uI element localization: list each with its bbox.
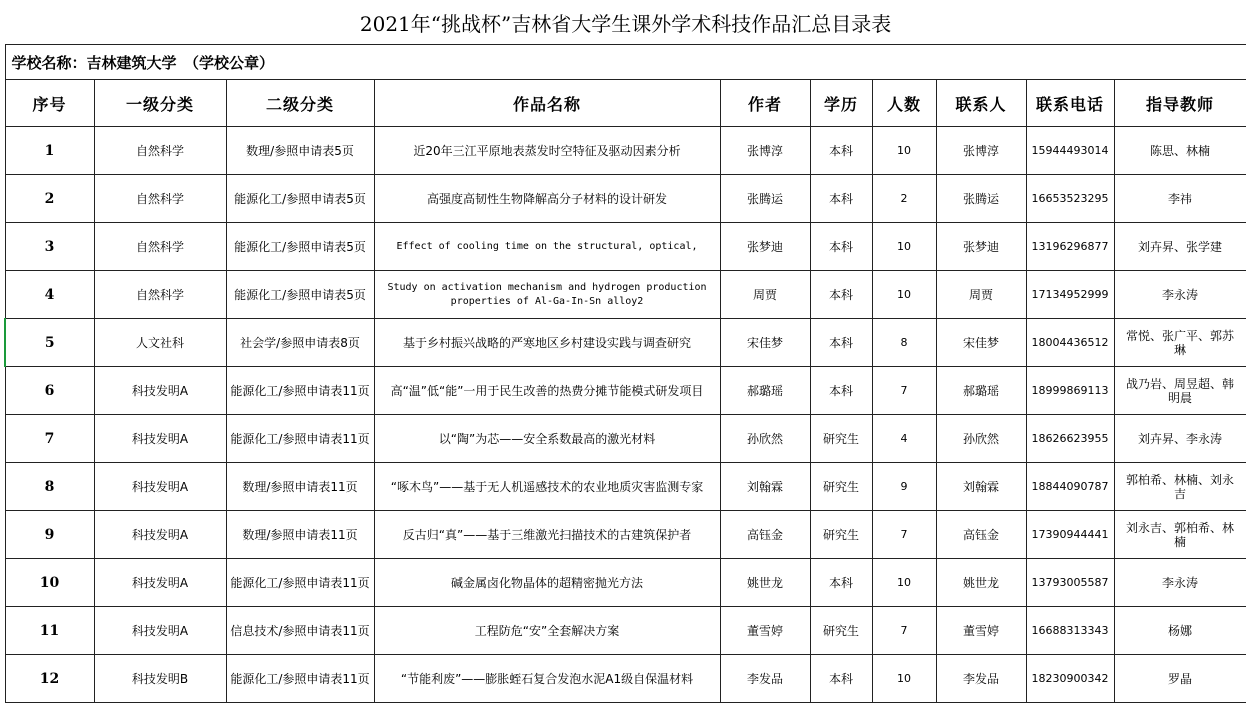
cell-count[interactable]: 9 (872, 463, 936, 511)
header-cat1[interactable]: 一级分类 (94, 80, 226, 127)
table-row (5, 319, 1246, 367)
cell-cat2[interactable]: 信息技术/参照申请表11页 (226, 607, 374, 655)
cell-count[interactable]: 10 (872, 655, 936, 703)
cell-teacher[interactable]: 陈思、林楠 (1114, 127, 1246, 175)
cell-cat2[interactable]: 数理/参照申请表11页 (226, 511, 374, 559)
cell-edu[interactable]: 本科 (810, 319, 872, 367)
cell-cat2[interactable]: 能源化工/参照申请表5页 (226, 175, 374, 223)
cell-cat1[interactable]: 科技发明A (94, 559, 226, 607)
sheet-title[interactable]: 2021年“挑战杯”吉林省大学生课外学术科技作品汇总目录表 (5, 0, 1246, 45)
cell-cat2[interactable]: 能源化工/参照申请表11页 (226, 415, 374, 463)
cell-name[interactable]: 碱金属卤化物晶体的超精密抛光方法 (374, 559, 720, 607)
cell-cat1[interactable]: 科技发明A (94, 463, 226, 511)
cell-name[interactable]: 近20年三江平原地表蒸发时空特征及驱动因素分析 (374, 127, 720, 175)
cell-count[interactable]: 4 (872, 415, 936, 463)
cell-cat1[interactable]: 科技发明B (94, 655, 226, 703)
cell-phone[interactable]: 13793005587 (1026, 559, 1114, 607)
cell-contact[interactable]: 张博淳 (936, 127, 1026, 175)
cell-cat2[interactable]: 能源化工/参照申请表5页 (226, 271, 374, 319)
cell-no[interactable]: 11 (5, 607, 94, 655)
header-edu[interactable]: 学历 (810, 80, 872, 127)
cell-teacher[interactable]: 李永涛 (1114, 559, 1246, 607)
cell-contact[interactable]: 周贾 (936, 271, 1026, 319)
cell-count[interactable]: 7 (872, 607, 936, 655)
cell-cat2[interactable]: 能源化工/参照申请表5页 (226, 223, 374, 271)
cell-cat1[interactable]: 科技发明A (94, 607, 226, 655)
cell-edu[interactable]: 本科 (810, 271, 872, 319)
cell-name[interactable]: “节能利废”——膨胀蛭石复合发泡水泥A1级自保温材料 (374, 655, 720, 703)
table-row (5, 271, 1246, 319)
cell-cat2[interactable]: 数理/参照申请表11页 (226, 463, 374, 511)
cell-author[interactable]: 张腾运 (720, 175, 810, 223)
cell-cat1[interactable]: 自然科学 (94, 175, 226, 223)
cell-teacher[interactable]: 李永涛 (1114, 271, 1246, 319)
cell-author[interactable]: 高钰金 (720, 511, 810, 559)
cell-contact[interactable]: 宋佳梦 (936, 319, 1026, 367)
cell-cat1[interactable]: 自然科学 (94, 223, 226, 271)
cell-no[interactable]: 10 (5, 559, 94, 607)
cell-author[interactable]: 孙欣然 (720, 415, 810, 463)
cell-contact[interactable]: 郝璐瑶 (936, 367, 1026, 415)
cell-edu[interactable]: 本科 (810, 367, 872, 415)
cell-edu[interactable]: 本科 (810, 655, 872, 703)
cell-contact[interactable]: 刘翰霖 (936, 463, 1026, 511)
cell-name[interactable]: 以“陶”为芯——安全系数最高的激光材料 (374, 415, 720, 463)
cell-no[interactable]: 4 (5, 271, 94, 319)
cell-phone[interactable]: 16688313343 (1026, 607, 1114, 655)
cell-name[interactable]: 反古归“真”——基于三维激光扫描技术的古建筑保护者 (374, 511, 720, 559)
cell-teacher[interactable]: 杨娜 (1114, 607, 1246, 655)
table-row (5, 367, 1246, 415)
table-row (5, 511, 1246, 559)
header-phone[interactable]: 联系电话 (1026, 80, 1114, 127)
cell-teacher[interactable]: 刘永吉、郭柏希、林楠 (1114, 511, 1246, 559)
cell-no[interactable]: 8 (5, 463, 94, 511)
cell-contact[interactable]: 孙欣然 (936, 415, 1026, 463)
cell-no[interactable]: 12 (5, 655, 94, 703)
cell-no[interactable]: 3 (5, 223, 94, 271)
table-row (5, 223, 1246, 271)
cell-teacher[interactable]: 罗晶 (1114, 655, 1246, 703)
cell-contact[interactable]: 姚世龙 (936, 559, 1026, 607)
cell-no[interactable]: 9 (5, 511, 94, 559)
cell-count[interactable]: 10 (872, 223, 936, 271)
cell-teacher[interactable]: 战乃岩、周昱超、韩明晨 (1114, 367, 1246, 415)
cell-contact[interactable]: 高钰金 (936, 511, 1026, 559)
cell-no[interactable]: 5 (5, 319, 94, 367)
cell-count[interactable]: 8 (872, 319, 936, 367)
cell-name[interactable]: “啄木鸟”——基于无人机遥感技术的农业地质灾害监测专家 (374, 463, 720, 511)
cell-count[interactable]: 2 (872, 175, 936, 223)
header-name[interactable]: 作品名称 (374, 80, 720, 127)
header-count[interactable]: 人数 (872, 80, 936, 127)
cell-teacher[interactable]: 刘卉昇、李永涛 (1114, 415, 1246, 463)
cell-cat1[interactable]: 科技发明A (94, 415, 226, 463)
cell-cat2[interactable]: 能源化工/参照申请表11页 (226, 367, 374, 415)
cell-edu[interactable]: 本科 (810, 175, 872, 223)
cell-phone[interactable]: 15944493014 (1026, 127, 1114, 175)
cell-no[interactable]: 1 (5, 127, 94, 175)
cell-cat2[interactable]: 社会学/参照申请表8页 (226, 319, 374, 367)
cell-edu[interactable]: 本科 (810, 223, 872, 271)
header-author[interactable]: 作者 (720, 80, 810, 127)
cell-contact[interactable]: 张梦迪 (936, 223, 1026, 271)
header-contact[interactable]: 联系人 (936, 80, 1026, 127)
cell-cat1[interactable]: 科技发明A (94, 511, 226, 559)
summary-table (4, 0, 1246, 703)
cell-no[interactable]: 2 (5, 175, 94, 223)
cell-name[interactable]: Study on activation mechanism and hydrogen production properties of Al-Ga-In-Sn alloy2 (374, 271, 720, 319)
cell-author[interactable]: 郝璐瑶 (720, 367, 810, 415)
cell-edu[interactable]: 研究生 (810, 607, 872, 655)
cell-author[interactable]: 张梦迪 (720, 223, 810, 271)
cell-name[interactable]: Effect of cooling time on the structural, optical, (374, 223, 720, 271)
cell-no[interactable]: 7 (5, 415, 94, 463)
table-row (5, 127, 1246, 175)
cell-edu[interactable]: 本科 (810, 127, 872, 175)
cell-cat1[interactable]: 人文社科 (94, 319, 226, 367)
table-row (5, 655, 1246, 703)
cell-phone[interactable]: 18004436512 (1026, 319, 1114, 367)
cell-author[interactable]: 刘翰霖 (720, 463, 810, 511)
cell-author[interactable]: 宋佳梦 (720, 319, 810, 367)
table-row (5, 463, 1246, 511)
table-row (5, 607, 1246, 655)
cell-author[interactable]: 董雪婷 (720, 607, 810, 655)
cell-edu[interactable]: 研究生 (810, 463, 872, 511)
cell-phone[interactable]: 18230900342 (1026, 655, 1114, 703)
cell-teacher[interactable]: 常悦、张广平、郭苏琳 (1114, 319, 1246, 367)
cell-cat2[interactable]: 数理/参照申请表5页 (226, 127, 374, 175)
header-teacher[interactable]: 指导教师 (1114, 80, 1246, 127)
header-row (5, 80, 1246, 127)
cell-edu[interactable]: 研究生 (810, 511, 872, 559)
cell-contact[interactable]: 李发品 (936, 655, 1026, 703)
cell-phone[interactable]: 18844090787 (1026, 463, 1114, 511)
cell-cat2[interactable]: 能源化工/参照申请表11页 (226, 655, 374, 703)
cell-author[interactable]: 张博淳 (720, 127, 810, 175)
cell-count[interactable]: 10 (872, 559, 936, 607)
cell-cat2[interactable]: 能源化工/参照申请表11页 (226, 559, 374, 607)
cell-name[interactable]: 高“温”低“能”一用于民生改善的热费分摊节能模式研发项目 (374, 367, 720, 415)
cell-no[interactable]: 6 (5, 367, 94, 415)
cell-count[interactable]: 7 (872, 511, 936, 559)
cell-contact[interactable]: 张腾运 (936, 175, 1026, 223)
header-cat2[interactable]: 二级分类 (226, 80, 374, 127)
cell-edu[interactable]: 研究生 (810, 415, 872, 463)
table-row (5, 175, 1246, 223)
cell-name[interactable]: 工程防危“安”全套解决方案 (374, 607, 720, 655)
cell-count[interactable]: 10 (872, 127, 936, 175)
cell-phone[interactable]: 18999869113 (1026, 367, 1114, 415)
cell-cat1[interactable]: 自然科学 (94, 127, 226, 175)
cell-name[interactable]: 高强度高韧性生物降解高分子材料的设计研发 (374, 175, 720, 223)
cell-author[interactable]: 姚世龙 (720, 559, 810, 607)
header-no[interactable]: 序号 (5, 80, 94, 127)
cell-phone[interactable]: 17390944441 (1026, 511, 1114, 559)
cell-count[interactable]: 10 (872, 271, 936, 319)
cell-author[interactable]: 周贾 (720, 271, 810, 319)
table-row (5, 415, 1246, 463)
cell-teacher[interactable]: 李祎 (1114, 175, 1246, 223)
cell-cat1[interactable]: 自然科学 (94, 271, 226, 319)
school-name[interactable]: 学校名称：吉林建筑大学 （学校公章） (5, 45, 1246, 80)
cell-contact[interactable]: 董雪婷 (936, 607, 1026, 655)
cell-teacher[interactable]: 郭柏希、林楠、刘永吉 (1114, 463, 1246, 511)
cell-edu[interactable]: 本科 (810, 559, 872, 607)
cell-phone[interactable]: 13196296877 (1026, 223, 1114, 271)
cell-author[interactable]: 李发品 (720, 655, 810, 703)
cell-name[interactable]: 基于乡村振兴战略的严寒地区乡村建设实践与调查研究 (374, 319, 720, 367)
cell-phone[interactable]: 18626623955 (1026, 415, 1114, 463)
cell-phone[interactable]: 16653523295 (1026, 175, 1114, 223)
cell-cat1[interactable]: 科技发明A (94, 367, 226, 415)
cell-teacher[interactable]: 刘卉昇、张学建 (1114, 223, 1246, 271)
cell-phone[interactable]: 17134952999 (1026, 271, 1114, 319)
cell-count[interactable]: 7 (872, 367, 936, 415)
table-row (5, 559, 1246, 607)
